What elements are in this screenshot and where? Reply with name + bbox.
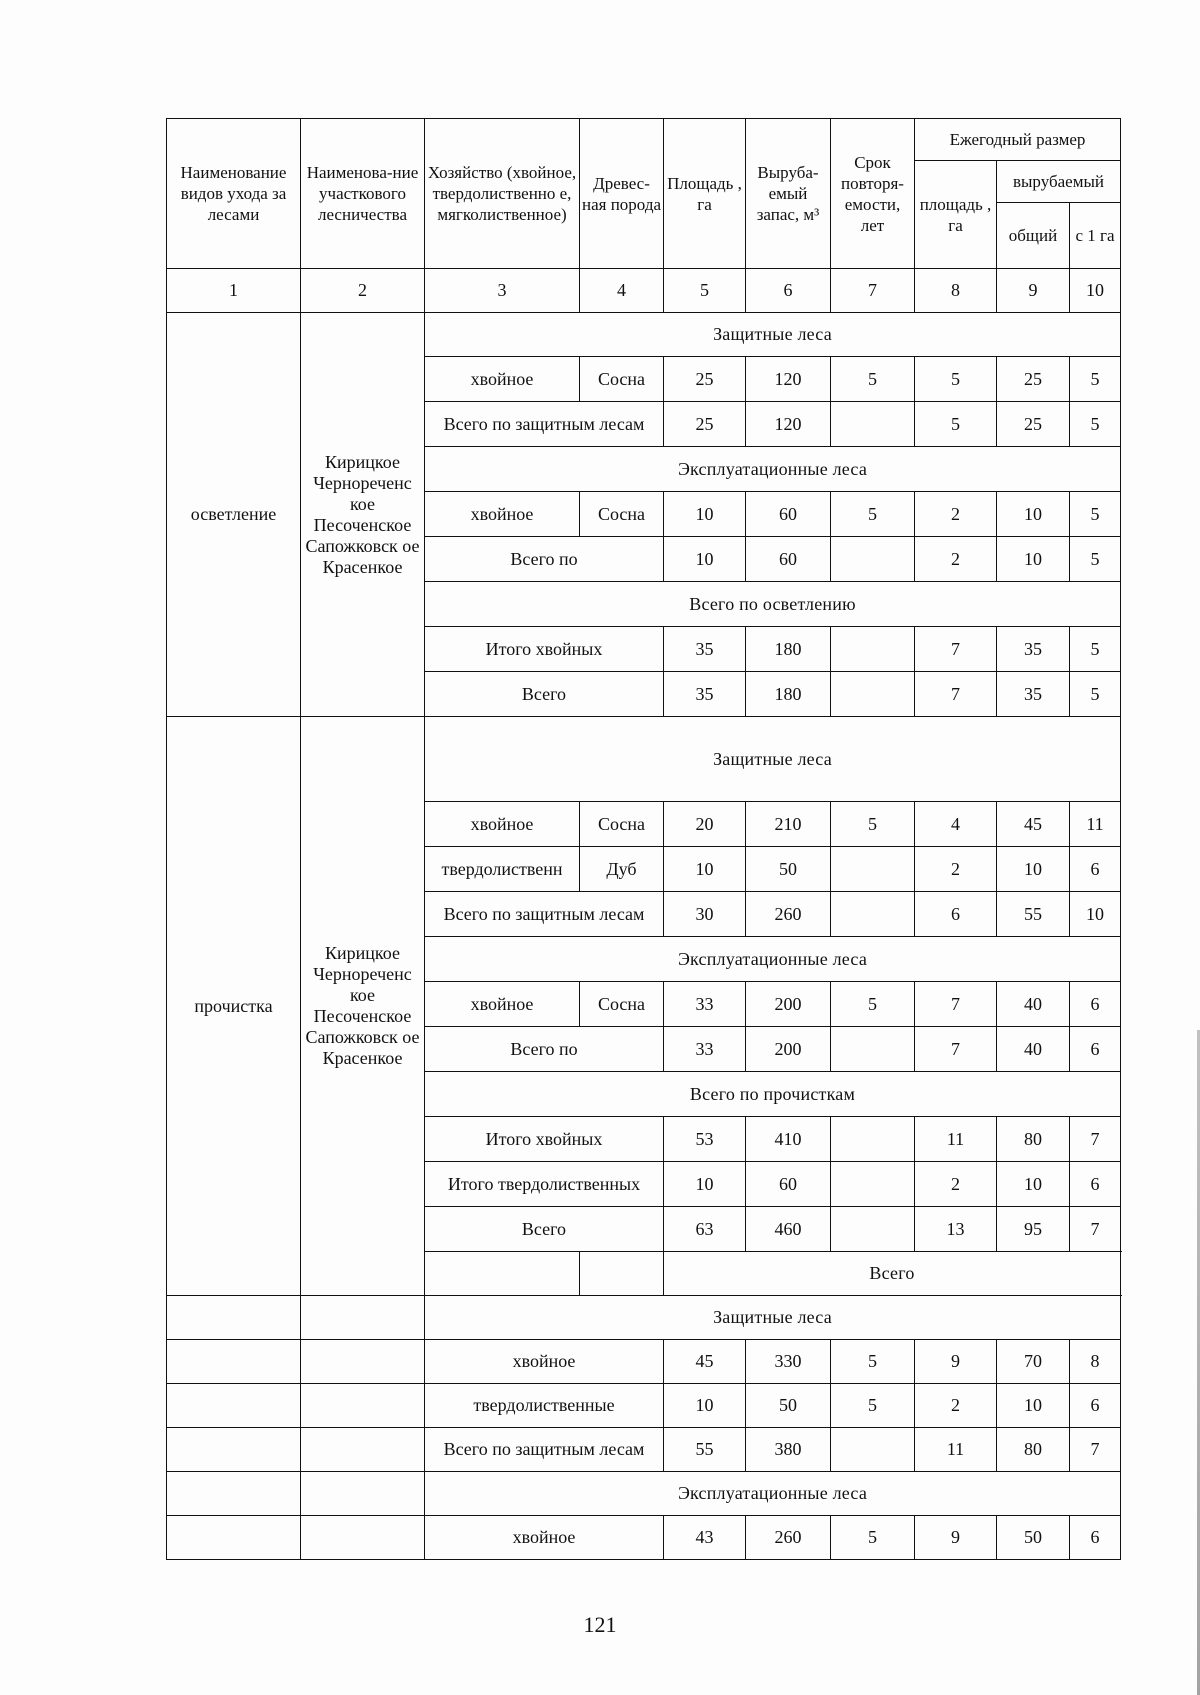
cell-annual-area: 2 [915,537,997,582]
section-protective: Защитные леса [425,1296,1121,1340]
cell-annual-per-ha: 5 [1070,402,1121,447]
cell-annual-area: 11 [915,1117,997,1162]
cell-label: Итого твердолиственных [425,1162,664,1207]
header-farm: Хозяйство (хвойное, твердолиственно е, мягколиственное) [425,119,580,269]
cell-period: 5 [831,1384,915,1428]
column-number: 10 [1070,269,1121,313]
cell-area: 10 [664,847,746,892]
cell-area: 25 [664,357,746,402]
care-type-thinning: прочистка [167,717,301,1296]
cell-label: хвойное [425,1340,664,1384]
cell-area: 33 [664,982,746,1027]
header-per-ha: с 1 га [1070,203,1121,269]
cell-annual-total: 50 [997,1516,1070,1560]
cell-annual-per-ha: 10 [1070,892,1121,937]
cell-annual-total: 55 [997,892,1070,937]
cell-period: 5 [831,802,915,847]
cell-annual-total: 35 [997,627,1070,672]
cell-annual-total: 10 [997,847,1070,892]
cell-species: Сосна [580,802,664,847]
cell-annual-per-ha: 5 [1070,357,1121,402]
cell-annual-total: 80 [997,1428,1070,1472]
column-number-row [167,269,1121,313]
header-care-type: Наименование видов ухода за лесами [167,119,301,269]
section-exploitation: Эксплуатационные леса [425,1472,1121,1516]
cell-annual-total: 40 [997,1027,1070,1072]
cell-annual-per-ha: 6 [1070,1162,1121,1207]
cell-stock: 60 [746,1162,831,1207]
cell-stock: 180 [746,672,831,717]
cell-annual-area: 7 [915,982,997,1027]
cell-annual-area: 5 [915,357,997,402]
empty-cell [301,1340,425,1384]
cell-annual-total: 80 [997,1117,1070,1162]
cell-period [831,1117,915,1162]
cell-annual-per-ha: 6 [1070,1516,1121,1560]
column-number: 9 [997,269,1070,313]
empty-cell [167,1384,301,1428]
cell-area: 43 [664,1516,746,1560]
cell-farm: хвойное [425,492,580,537]
care-type-clearing: осветление [167,313,301,717]
cell-area: 20 [664,802,746,847]
cell-farm: твердолиственн [425,847,580,892]
empty-cell [301,1472,425,1516]
cell-area: 63 [664,1207,746,1252]
header-period: Срок повторя-емости, лет [831,119,915,269]
cell-period [831,847,915,892]
cell-annual-total: 70 [997,1340,1070,1384]
cell-period: 5 [831,1340,915,1384]
cell-stock: 210 [746,802,831,847]
cell-stock: 460 [746,1207,831,1252]
cell-annual-total: 25 [997,357,1070,402]
cell-period: 5 [831,1516,915,1560]
column-number: 2 [301,269,425,313]
cell-annual-per-ha: 8 [1070,1340,1121,1384]
section-exploitation: Эксплуатационные леса [425,937,1121,982]
cell-annual-per-ha: 6 [1070,1384,1121,1428]
cell-annual-total: 25 [997,402,1070,447]
cell-stock: 120 [746,402,831,447]
header-species: Древес-ная порода [580,119,664,269]
cell-label: Всего по [425,1027,664,1072]
empty-cell [301,1428,425,1472]
table-row [167,1384,1121,1428]
column-number: 5 [664,269,746,313]
column-number: 8 [915,269,997,313]
header-total: общий [997,203,1070,269]
cell-area: 55 [664,1428,746,1472]
cell-stock: 60 [746,537,831,582]
cell-annual-area: 2 [915,847,997,892]
empty-cell [167,1472,301,1516]
cell-area: 35 [664,627,746,672]
cell-annual-area: 2 [915,1162,997,1207]
empty-cell [167,1428,301,1472]
cell-annual-per-ha: 7 [1070,1207,1121,1252]
cell-period [831,1027,915,1072]
districts-clearing: Кирицкое Чернореченс кое Песоченское Сапожковск ое Красенкое [301,313,425,717]
cell-stock: 120 [746,357,831,402]
cell-annual-total: 10 [997,537,1070,582]
cell-annual-area: 13 [915,1207,997,1252]
cell-period: 5 [831,982,915,1027]
cell-label: Всего по [425,537,664,582]
header-annual-area: площадь , га [915,161,997,269]
cell-stock: 410 [746,1117,831,1162]
cell-annual-per-ha: 6 [1070,1027,1121,1072]
cell-annual-total: 10 [997,492,1070,537]
cell-annual-area: 2 [915,1384,997,1428]
cell-period [831,892,915,937]
cell-species: Дуб [580,847,664,892]
cell-farm: хвойное [425,357,580,402]
cell-period [831,402,915,447]
cell-annual-total: 10 [997,1162,1070,1207]
cell-farm: хвойное [425,982,580,1027]
cell-label: Всего [425,672,664,717]
cell-area: 45 [664,1340,746,1384]
header-cut-volume: вырубаемый [997,161,1121,203]
empty-cell [580,1252,664,1296]
section-grand-total: Всего [664,1252,1121,1296]
cell-annual-area: 9 [915,1340,997,1384]
cell-label: Итого хвойных [425,627,664,672]
districts-thinning: Кирицкое Чернореченс кое Песоченское Сапожковск ое Красенкое [301,717,425,1296]
table-row [167,1340,1121,1384]
cell-annual-total: 95 [997,1207,1070,1252]
cell-area: 53 [664,1117,746,1162]
cell-species: Сосна [580,982,664,1027]
cell-label: Всего [425,1207,664,1252]
header-annual-size: Ежегодный размер [915,119,1121,161]
cell-annual-per-ha: 6 [1070,982,1121,1027]
cell-area: 10 [664,1384,746,1428]
cell-annual-area: 4 [915,802,997,847]
table-row-subtotal [167,1428,1121,1472]
empty-cell [167,1340,301,1384]
cell-species: Сосна [580,357,664,402]
cell-area: 30 [664,892,746,937]
cell-label: Итого хвойных [425,1117,664,1162]
cell-area: 10 [664,1162,746,1207]
cell-period [831,1162,915,1207]
forest-care-table [166,118,1121,1560]
page-number: 121 [583,1612,617,1637]
cell-area: 10 [664,492,746,537]
cell-stock: 380 [746,1428,831,1472]
cell-period [831,537,915,582]
cell-annual-area: 9 [915,1516,997,1560]
cell-stock: 200 [746,1027,831,1072]
cell-species: Сосна [580,492,664,537]
cell-area: 25 [664,402,746,447]
cell-label: хвойное [425,1516,664,1560]
cell-annual-per-ha: 11 [1070,802,1121,847]
column-number: 6 [746,269,831,313]
cell-annual-area: 2 [915,492,997,537]
cell-annual-total: 40 [997,982,1070,1027]
cell-annual-area: 7 [915,672,997,717]
section-protective: Защитные леса [425,313,1121,357]
cell-period [831,672,915,717]
column-number: 7 [831,269,915,313]
cell-period [831,627,915,672]
header-area: Площадь , га [664,119,746,269]
cell-stock: 260 [746,892,831,937]
cell-label: Всего по защитным лесам [425,402,664,447]
section-protective: Защитные леса [425,717,1121,802]
header-district: Наименова-ние участкового лесничества [301,119,425,269]
section-total-thinning: Всего по прочисткам [425,1072,1121,1117]
cell-label: твердолиственные [425,1384,664,1428]
section-total-clearing: Всего по осветлению [425,582,1121,627]
cell-annual-per-ha: 5 [1070,492,1121,537]
cell-stock: 50 [746,847,831,892]
cell-annual-per-ha: 5 [1070,627,1121,672]
empty-cell [301,1384,425,1428]
cell-label: Всего по защитным лесам [425,1428,664,1472]
cell-annual-area: 6 [915,892,997,937]
cell-annual-per-ha: 7 [1070,1117,1121,1162]
cell-stock: 260 [746,1516,831,1560]
empty-cell [425,1252,580,1296]
cell-label: Всего по защитным лесам [425,892,664,937]
cell-area: 10 [664,537,746,582]
cell-annual-area: 11 [915,1428,997,1472]
cell-area: 35 [664,672,746,717]
cell-stock: 330 [746,1340,831,1384]
column-number: 1 [167,269,301,313]
table-row [167,1516,1121,1560]
empty-cell [301,1296,425,1340]
empty-cell [167,1296,301,1340]
cell-annual-per-ha: 6 [1070,847,1121,892]
cell-annual-area: 7 [915,627,997,672]
cell-period: 5 [831,492,915,537]
cell-area: 33 [664,1027,746,1072]
cell-stock: 200 [746,982,831,1027]
empty-cell [301,1516,425,1560]
cell-annual-per-ha: 5 [1070,672,1121,717]
cell-period: 5 [831,357,915,402]
column-number: 3 [425,269,580,313]
cell-annual-per-ha: 5 [1070,537,1121,582]
cell-stock: 60 [746,492,831,537]
cell-annual-area: 5 [915,402,997,447]
cell-period [831,1428,915,1472]
column-number: 4 [580,269,664,313]
cell-stock: 50 [746,1384,831,1428]
cell-annual-per-ha: 7 [1070,1428,1121,1472]
cell-annual-area: 7 [915,1027,997,1072]
cell-annual-total: 10 [997,1384,1070,1428]
cell-stock: 180 [746,627,831,672]
cell-farm: хвойное [425,802,580,847]
cell-period [831,1207,915,1252]
section-exploitation: Эксплуатационные леса [425,447,1121,492]
cell-annual-total: 35 [997,672,1070,717]
empty-cell [167,1516,301,1560]
cell-annual-total: 45 [997,802,1070,847]
header-stock: Выруба-емый запас, м³ [746,119,831,269]
